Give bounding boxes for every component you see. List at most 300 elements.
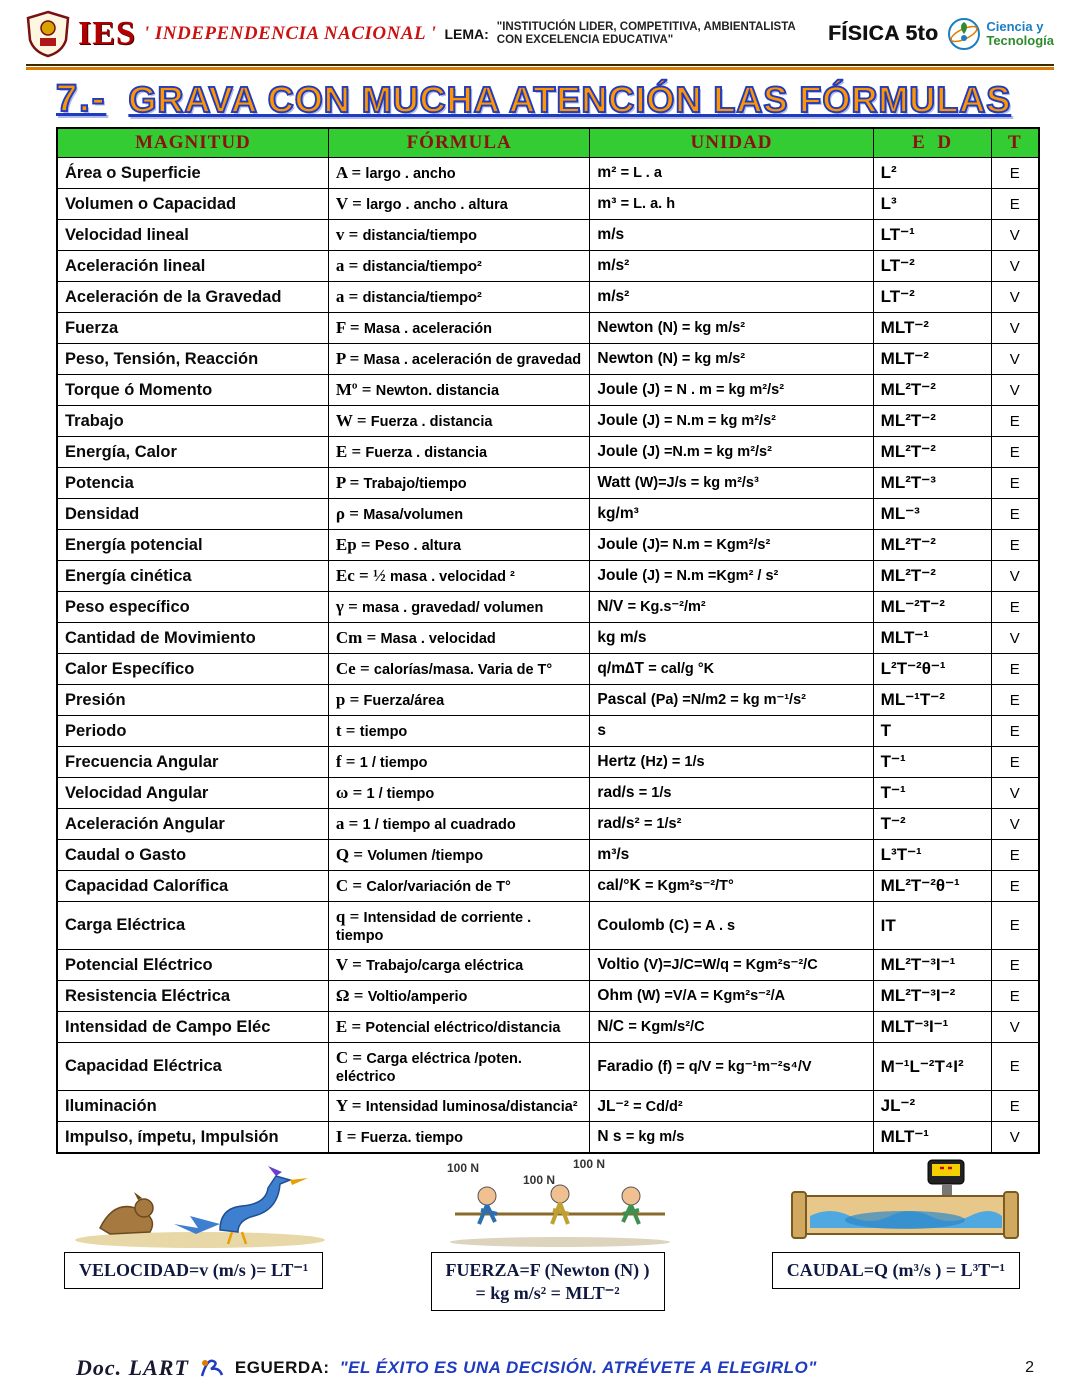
lema-text: "INSTITUCIÓN LIDER, COMPETITIVA, AMBIENTALISTA CON EXCELENCIA EDUCATIVA" [496, 21, 796, 46]
formula-symbol: Cm = [335, 628, 381, 647]
dimension-cell: ML⁻³ [873, 499, 991, 530]
formula-table [56, 127, 1040, 1154]
type-cell: V [991, 344, 1039, 375]
table-row [57, 344, 1039, 375]
formula-cell [328, 251, 590, 282]
unidad-cell [590, 716, 873, 747]
dimension-cell: LT⁻² [873, 251, 991, 282]
formula-symbol: f = [335, 752, 360, 771]
unidad-cell [590, 981, 873, 1012]
formula-expression: largo . ancho [365, 166, 456, 182]
unit-name: N s [597, 1128, 626, 1145]
magnitud-cell: Densidad [57, 499, 328, 530]
unit-name: m/s² [597, 288, 630, 305]
type-cell: E [991, 902, 1039, 950]
table-row [57, 902, 1039, 950]
formula-cell [328, 871, 590, 902]
table-row [57, 716, 1039, 747]
type-cell: V [991, 1122, 1039, 1154]
dimension-cell: ML²T⁻³I⁻¹ [873, 950, 991, 981]
dimension-cell: MLT⁻² [873, 313, 991, 344]
formula-expression: Calor/variación de T° [366, 879, 511, 895]
magnitud-cell: Fuerza [57, 313, 328, 344]
dimension-cell: T⁻¹ [873, 778, 991, 809]
unit-equivalence: (N) = kg m/s² [657, 351, 746, 367]
formula-symbol: W = [335, 411, 371, 430]
formula-expression: 1 / tiempo al cuadrado [362, 817, 516, 833]
unidad-cell [590, 623, 873, 654]
unidad-cell [590, 344, 873, 375]
table-row [57, 313, 1039, 344]
table-row [57, 468, 1039, 499]
formula-cell [328, 189, 590, 220]
type-cell: E [991, 685, 1039, 716]
page-title: GRAVA CON MUCHA ATENCIÓN LAS FÓRMULAS [128, 79, 1012, 120]
formula-symbol: Ep = [335, 535, 375, 554]
dimension-cell: LT⁻¹ [873, 220, 991, 251]
unit-name: kg m/s [597, 629, 647, 646]
formula-symbol: γ = [335, 597, 363, 616]
unidad-cell [590, 189, 873, 220]
formula-cell [328, 344, 590, 375]
formula-cell [328, 902, 590, 950]
formula-symbol: a = [335, 256, 363, 275]
unit-equivalence: (V)=J/C=W/q = Kgm²s⁻²/C [643, 957, 818, 973]
ciencia-tecnologia-logo [946, 16, 1054, 52]
unit-equivalence: = L . a [620, 165, 662, 181]
footer-emblem-icon [199, 1357, 225, 1379]
type-cell: E [991, 654, 1039, 685]
unidad-cell [590, 375, 873, 406]
formula-expression: Fuerza . distancia [365, 445, 488, 461]
unit-equivalence: = L. a. h [620, 196, 676, 212]
magnitud-cell: Capacidad Calorífica [57, 871, 328, 902]
dimension-cell: T [873, 716, 991, 747]
unidad-cell [590, 809, 873, 840]
unit-name: m³/s [597, 846, 630, 863]
formula-symbol: p = [335, 690, 364, 709]
type-cell: V [991, 251, 1039, 282]
unit-name: m³ [597, 195, 621, 212]
header-row [57, 128, 1039, 158]
unidad-cell [590, 1043, 873, 1091]
formula-cell [328, 685, 590, 716]
unit-name: Watt [597, 474, 635, 491]
dimension-cell: ML²T⁻² [873, 530, 991, 561]
magnitud-cell: Volumen o Capacidad [57, 189, 328, 220]
caudal-box [772, 1252, 1020, 1289]
type-cell: E [991, 499, 1039, 530]
formula-cell [328, 716, 590, 747]
formula-cell [328, 950, 590, 981]
unidad-cell [590, 313, 873, 344]
formula-symbol: q = [335, 907, 364, 926]
dimension-cell: L² [873, 158, 991, 189]
unit-equivalence: (Pa) =N/m2 = kg m⁻¹/s² [650, 692, 806, 708]
table-row [57, 437, 1039, 468]
dimension-cell: JL⁻² [873, 1091, 991, 1122]
formula-expression: Potencial eléctrico/distancia [365, 1020, 561, 1036]
dimension-cell: T⁻¹ [873, 747, 991, 778]
roadrunner-coyote-image [70, 1158, 330, 1250]
unit-name: Voltio [597, 956, 644, 973]
type-cell: V [991, 623, 1039, 654]
formula-symbol: F = [335, 318, 364, 337]
magnitud-cell: Calor Específico [57, 654, 328, 685]
formula-expression: 1 / tiempo [359, 755, 428, 771]
magnitud-cell: Intensidad de Campo Eléc [57, 1012, 328, 1043]
unit-name: kg/m³ [597, 505, 639, 522]
unit-name: N/C [597, 1018, 629, 1035]
formula-expression: distancia/tiempo [362, 228, 477, 244]
unit-equivalence: (J) = N.m = kg m²/s² [642, 413, 776, 429]
ies-logo-text: IES [78, 15, 136, 52]
unit-name: cal/°K [597, 877, 645, 894]
type-cell: E [991, 871, 1039, 902]
type-cell: E [991, 468, 1039, 499]
magnitud-cell: Caudal o Gasto [57, 840, 328, 871]
formula-cell [328, 981, 590, 1012]
type-cell: E [991, 406, 1039, 437]
type-cell: E [991, 950, 1039, 981]
tug-of-war-image [435, 1158, 685, 1250]
magnitud-cell: Presión [57, 685, 328, 716]
caudal-box-text: CAUDAL=Q (m³/s ) = L³T⁻¹ [786, 1260, 1005, 1280]
unit-name: Hertz [597, 753, 641, 770]
formula-cell [328, 375, 590, 406]
table-row [57, 1091, 1039, 1122]
page-number: 2 [1025, 1359, 1034, 1376]
dimension-cell: MLT⁻¹ [873, 623, 991, 654]
formula-cell [328, 778, 590, 809]
magnitud-cell: Potencia [57, 468, 328, 499]
formula-cell [328, 623, 590, 654]
formula-cell [328, 437, 590, 468]
type-cell: V [991, 778, 1039, 809]
table-row [57, 981, 1039, 1012]
fuerza-box-line1: FUERZA=F (Newton (N) ) [445, 1260, 650, 1280]
dimension-cell: L³T⁻¹ [873, 840, 991, 871]
school-shield-logo [26, 10, 70, 58]
unidad-cell [590, 468, 873, 499]
unidad-cell [590, 1122, 873, 1154]
unit-equivalence: (W)=J/s = kg m²/s³ [634, 475, 759, 491]
table-row [57, 778, 1039, 809]
formula-symbol: ω = [335, 783, 367, 802]
ct-logo-line1: Ciencia y [986, 19, 1044, 35]
header-divider [26, 64, 1054, 70]
table-row [57, 1012, 1039, 1043]
formula-table-body [57, 158, 1039, 1154]
page-footer [0, 1347, 1080, 1397]
magnitud-cell: Potencial Eléctrico [57, 950, 328, 981]
table-row [57, 375, 1039, 406]
unit-name: Ohm [597, 987, 638, 1004]
formula-symbol: Y = [335, 1096, 366, 1115]
dimension-cell: ML⁻¹T⁻² [873, 685, 991, 716]
unidad-cell [590, 251, 873, 282]
formula-cell [328, 1012, 590, 1043]
table-row [57, 530, 1039, 561]
unidad-cell [590, 871, 873, 902]
unidad-cell [590, 530, 873, 561]
dimension-cell: T⁻² [873, 809, 991, 840]
formula-expression: Masa/volumen [363, 507, 464, 523]
header-formula: FÓRMULA [328, 128, 590, 158]
table-row [57, 685, 1039, 716]
pipe-flow-meter-image [790, 1158, 1020, 1250]
type-cell: E [991, 1091, 1039, 1122]
formula-expression: Intensidad de corriente . tiempo [335, 910, 532, 944]
lema-label: LEMA: [444, 26, 489, 42]
header-magnitud: MAGNITUD [57, 128, 328, 158]
formula-expression: Fuerza . distancia [370, 414, 493, 430]
dimension-cell: ML²T⁻² [873, 375, 991, 406]
formula-expression: Masa . aceleración [363, 321, 493, 337]
table-row [57, 158, 1039, 189]
formula-expression: Peso . altura [374, 538, 462, 554]
type-cell: E [991, 437, 1039, 468]
formula-symbol: A = [335, 163, 366, 182]
unit-name: m/s [597, 226, 625, 243]
dimension-cell: MLT⁻³I⁻¹ [873, 1012, 991, 1043]
formula-expression: Trabajo/carga eléctrica [366, 958, 524, 974]
velocidad-box-text: VELOCIDAD=v (m/s )= LT⁻¹ [79, 1260, 309, 1280]
unit-name: m² [597, 164, 621, 181]
type-cell: V [991, 809, 1039, 840]
motivational-quote: "EL ÉXITO ES UNA DECISIÓN. ATRÉVETE A ELEGIRLO" [339, 1358, 817, 1377]
formula-expression: Masa . aceleración de gravedad [363, 352, 582, 368]
unit-name: Newton [597, 319, 658, 336]
type-cell: V [991, 220, 1039, 251]
unidad-cell [590, 685, 873, 716]
subject-title: FÍSICA 5to [827, 22, 939, 45]
formula-symbol: E = [335, 1017, 366, 1036]
formula-cell [328, 592, 590, 623]
unit-equivalence: (J) = N . m = kg m²/s² [642, 382, 785, 398]
science-icon [946, 16, 982, 52]
formula-cell [328, 313, 590, 344]
unidad-cell [590, 158, 873, 189]
table-row [57, 840, 1039, 871]
formula-cell [328, 747, 590, 778]
unit-equivalence: = 1/s [638, 785, 672, 801]
table-row [57, 282, 1039, 313]
unit-equivalence: (J)= N.m = Kgm²/s² [642, 537, 771, 553]
table-row [57, 654, 1039, 685]
type-cell: E [991, 158, 1039, 189]
type-cell: E [991, 747, 1039, 778]
formula-expression: Trabajo/tiempo [363, 476, 467, 492]
formula-symbol: t = [335, 721, 360, 740]
formula-symbol: Ec = ½ [335, 566, 390, 585]
unit-equivalence: (Hz) = 1/s [640, 754, 705, 770]
dimension-cell: ML²T⁻² [873, 406, 991, 437]
page-header [0, 0, 1080, 62]
unit-equivalence: (J) =N.m = kg m²/s² [642, 444, 772, 460]
formula-cell [328, 654, 590, 685]
type-cell: V [991, 282, 1039, 313]
table-row [57, 623, 1039, 654]
ct-logo-line2: Tecnología [986, 33, 1054, 48]
teacher-signature: Doc. LART [76, 1355, 189, 1380]
unidad-cell [590, 220, 873, 251]
unidad-cell [590, 437, 873, 468]
unit-name: N/V [597, 598, 628, 615]
unit-name: s [597, 722, 607, 739]
unidad-cell [590, 747, 873, 778]
dimension-cell: L³ [873, 189, 991, 220]
unit-equivalence: = kg m/s [625, 1129, 685, 1145]
unit-name: Joule [597, 412, 643, 429]
formula-symbol: Ω = [335, 986, 368, 1005]
force-label: 100 N [447, 1161, 480, 1175]
dimension-cell: L²T⁻²θ⁻¹ [873, 654, 991, 685]
header-unidad: UNIDAD [590, 128, 873, 158]
table-row [57, 220, 1039, 251]
formula-table-head [57, 128, 1039, 158]
fuerza-box-line2: = kg m/s² = MLT⁻² [475, 1282, 620, 1303]
table-row [57, 950, 1039, 981]
unidad-cell [590, 950, 873, 981]
formula-cell [328, 406, 590, 437]
formula-expression: Masa . velocidad [380, 631, 496, 647]
force-label: 100 N [523, 1173, 556, 1187]
formula-expression: masa . gravedad/ volumen [362, 600, 544, 616]
table-row [57, 1043, 1039, 1091]
formula-cell [328, 158, 590, 189]
magnitud-cell: Peso, Tensión, Reacción [57, 344, 328, 375]
magnitud-cell: Aceleración de la Gravedad [57, 282, 328, 313]
unit-equivalence: (f) = q/V = kg⁻¹m⁻²s⁴/V [657, 1058, 812, 1075]
unit-name: Joule [597, 443, 643, 460]
dimension-cell: ML²T⁻³I⁻² [873, 981, 991, 1012]
formula-symbol: V = [335, 194, 367, 213]
formula-symbol: V = [335, 955, 367, 974]
magnitud-cell: Resistencia Eléctrica [57, 981, 328, 1012]
dimension-cell: ML²T⁻²θ⁻¹ [873, 871, 991, 902]
type-cell: E [991, 189, 1039, 220]
unit-name: Pascal [597, 691, 651, 708]
formula-expression: Intensidad luminosa/distancia² [365, 1099, 578, 1115]
magnitud-cell: Peso específico [57, 592, 328, 623]
type-cell: V [991, 313, 1039, 344]
formula-expression: largo . ancho . altura [366, 197, 508, 213]
illustrations-row [0, 1154, 1080, 1250]
velocidad-box [64, 1252, 323, 1289]
dimension-cell: MLT⁻¹ [873, 1122, 991, 1154]
formula-expression: Voltio/amperio [367, 989, 468, 1005]
unit-name: Joule [597, 567, 643, 584]
magnitud-cell: Capacidad Eléctrica [57, 1043, 328, 1091]
table-row [57, 809, 1039, 840]
type-cell: E [991, 840, 1039, 871]
formula-cell [328, 468, 590, 499]
unit-name: rad/s [597, 784, 639, 801]
unidad-cell [590, 902, 873, 950]
magnitud-cell: Aceleración lineal [57, 251, 328, 282]
unidad-cell [590, 1012, 873, 1043]
eguerda-label: EGUERDA: [234, 1358, 330, 1377]
unit-equivalence: = Cd/d² [633, 1098, 683, 1115]
unidad-cell [590, 592, 873, 623]
dimension-cell: ML²T⁻³ [873, 468, 991, 499]
table-row [57, 189, 1039, 220]
magnitud-cell: Área o Superficie [57, 158, 328, 189]
unidad-cell [590, 840, 873, 871]
formula-expression: tiempo [359, 724, 408, 740]
unit-name: rad/s² [597, 815, 644, 832]
unit-name: Faradio [597, 1057, 658, 1075]
dimension-cell: IT [873, 902, 991, 950]
unit-equivalence: = Kg.s⁻²/m² [627, 599, 706, 615]
unit-equivalence: (W) =V/A = Kgm²s⁻²/A [637, 988, 786, 1004]
unit-name: m/s² [597, 257, 630, 274]
unit-equivalence: = Kgm²s⁻²/T° [644, 878, 734, 894]
dimension-cell: ML²T⁻² [873, 437, 991, 468]
formula-cell [328, 1122, 590, 1154]
formula-expression: Fuerza/área [363, 693, 445, 709]
magnitud-cell: Energía potencial [57, 530, 328, 561]
summary-boxes-row [0, 1250, 1080, 1311]
dimension-cell: ML²T⁻² [873, 561, 991, 592]
unidad-cell [590, 561, 873, 592]
table-row [57, 251, 1039, 282]
formula-symbol: v = [335, 225, 363, 244]
formula-cell [328, 282, 590, 313]
unit-equivalence: = Kgm/s²/C [628, 1019, 705, 1035]
fuerza-box [431, 1252, 665, 1311]
table-row [57, 871, 1039, 902]
type-cell: E [991, 716, 1039, 747]
formula-symbol: a = [335, 287, 363, 306]
formula-symbol: C = [335, 1048, 367, 1067]
formula-symbol: E = [335, 442, 366, 461]
formula-symbol: ρ = [335, 504, 364, 523]
type-cell: V [991, 561, 1039, 592]
magnitud-cell: Velocidad lineal [57, 220, 328, 251]
type-cell: E [991, 592, 1039, 623]
formula-cell [328, 220, 590, 251]
magnitud-cell: Frecuencia Angular [57, 747, 328, 778]
unidad-cell [590, 499, 873, 530]
magnitud-cell: Energía cinética [57, 561, 328, 592]
formula-symbol: C = [335, 876, 367, 895]
unidad-cell [590, 282, 873, 313]
magnitud-cell: Carga Eléctrica [57, 902, 328, 950]
magnitud-cell: Periodo [57, 716, 328, 747]
unidad-cell [590, 778, 873, 809]
type-cell: V [991, 1012, 1039, 1043]
table-row [57, 406, 1039, 437]
section-title-row [0, 76, 1080, 127]
unit-name: JL⁻² [597, 1097, 634, 1115]
school-name: ' INDEPENDENCIA NACIONAL ' [143, 23, 437, 44]
formula-symbol: Ce = [335, 659, 374, 678]
formula-symbol: I = [335, 1127, 361, 1146]
formula-symbol: Q = [335, 845, 368, 864]
unit-equivalence: (C) = A . s [668, 917, 736, 934]
formula-cell [328, 840, 590, 871]
section-number: 7.- [56, 78, 107, 120]
unidad-cell [590, 1091, 873, 1122]
magnitud-cell: Aceleración Angular [57, 809, 328, 840]
formula-expression: masa . velocidad ² [389, 569, 515, 585]
formula-expression: Volumen /tiempo [367, 848, 484, 864]
type-cell: E [991, 530, 1039, 561]
formula-cell [328, 561, 590, 592]
formula-symbol: Mº = [335, 380, 376, 399]
